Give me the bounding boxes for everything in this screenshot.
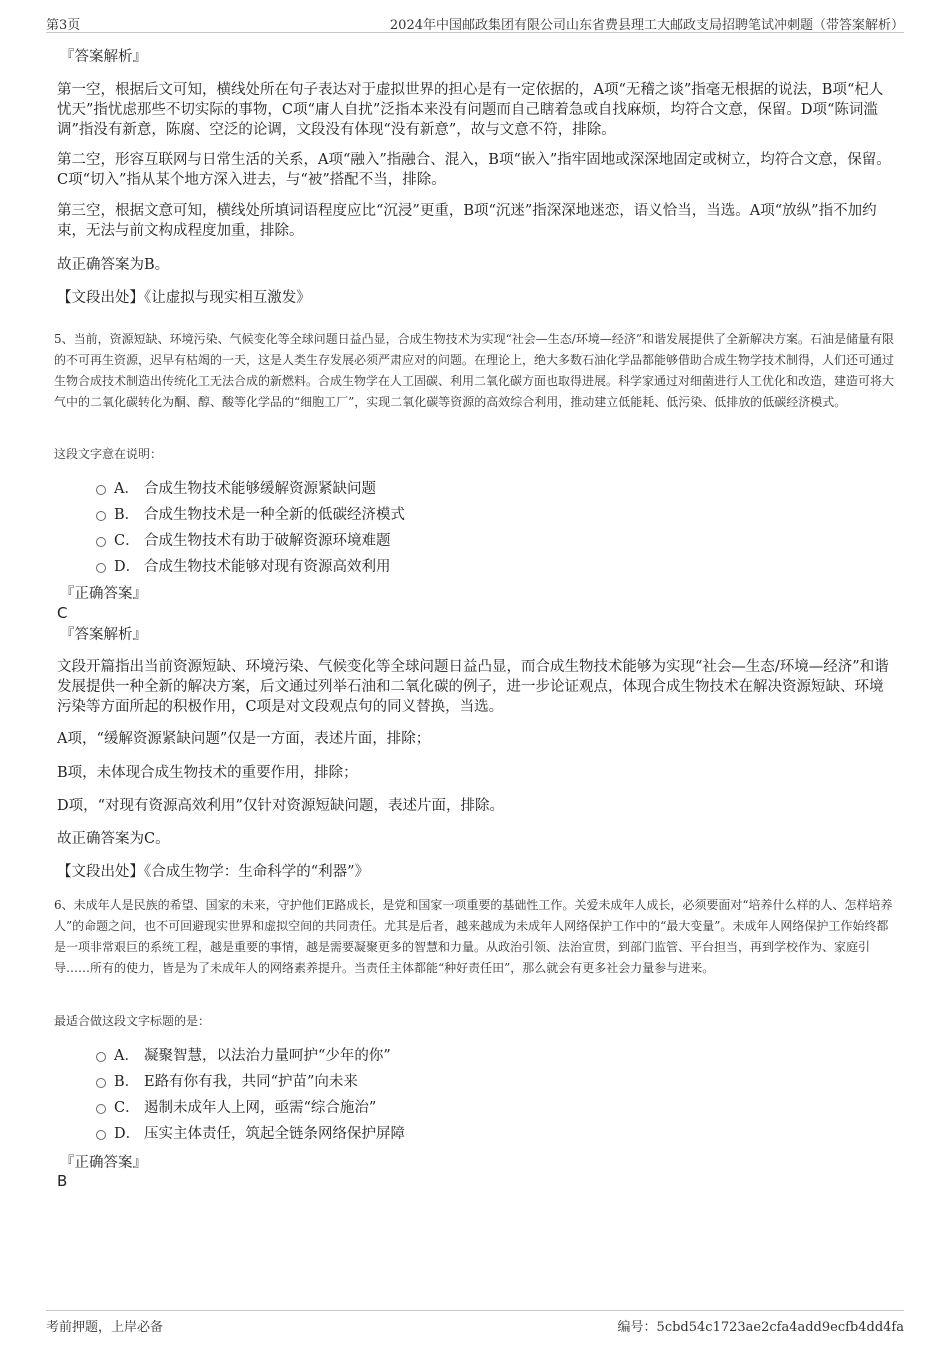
radio-icon[interactable] bbox=[96, 1130, 106, 1140]
page-header bbox=[46, 12, 904, 33]
radio-icon[interactable] bbox=[96, 1078, 106, 1088]
q6-answer: B bbox=[57, 1172, 68, 1190]
q5-prompt: 这段文字意在说明： bbox=[54, 447, 163, 461]
radio-icon[interactable] bbox=[96, 1104, 106, 1114]
q5-option-d[interactable] bbox=[96, 557, 391, 577]
q6-option-b[interactable] bbox=[96, 1072, 358, 1092]
option-letter: D． bbox=[114, 1126, 141, 1142]
footer-slogan: 考前押题，上岸必备 bbox=[46, 1320, 164, 1335]
q5-answer: C bbox=[57, 604, 68, 622]
q5-option-a[interactable] bbox=[96, 479, 376, 499]
radio-icon[interactable] bbox=[96, 537, 106, 547]
option-letter: D． bbox=[114, 559, 141, 575]
q6-option-a[interactable] bbox=[96, 1046, 391, 1066]
q5-conclusion: 故正确答案为C。 bbox=[57, 831, 170, 847]
q4-analysis-p3: 第三空，根据文意可知，横线处所填词语程度应比“沉浸”更重，B项“沉迷”指深深地迷恋，语义恰当，当选。A项“放纵”指不加约束，无法与前文构成程度加重，排除。 bbox=[57, 203, 877, 239]
option-letter: A． bbox=[114, 1048, 139, 1064]
option-letter: A． bbox=[114, 481, 139, 497]
option-letter: C． bbox=[114, 533, 140, 549]
q5-source: 【文段出处】《合成生物学：生命科学的“利器”》 bbox=[57, 864, 370, 880]
q5-analysis-p2: A项，“缓解资源紧缺问题”仅是一方面，表述片面，排除； bbox=[57, 731, 431, 747]
q4-source: 【文段出处】《让虚拟与现实相互激发》 bbox=[57, 290, 311, 306]
q5-answer-heading: 『正确答案』 bbox=[60, 586, 147, 602]
option-text: 合成生物技术有助于破解资源环境难题 bbox=[144, 533, 391, 549]
q5-option-c[interactable] bbox=[96, 531, 391, 551]
option-text: 凝聚智慧，以法治力量呵护“少年的你” bbox=[144, 1048, 391, 1064]
radio-icon[interactable] bbox=[96, 563, 106, 573]
option-text: 合成生物技术是一种全新的低碳经济模式 bbox=[144, 507, 405, 523]
q4-analysis-p1: 第一空，根据后文可知，横线处所在句子表达对于虚拟世界的担心是有一定依据的，A项“无稽之谈”指毫无根据的说法，B项“杞人忧天”指忧虑那些不切实际的事物，C项“庸人自扰”泛指本来没有问题而自己瞎着急或自找麻烦，均符合文意，保留。D项“陈词滥调”指没有新意，陈腐、空泛的论调，文段没有体现“没有新意”，故与文意不符，排除。 bbox=[57, 82, 884, 138]
radio-icon[interactable] bbox=[96, 511, 106, 521]
q6-option-d[interactable] bbox=[96, 1124, 405, 1144]
q5-analysis-p3: B项，未体现合成生物技术的重要作用，排除； bbox=[57, 765, 358, 781]
option-text: 合成生物技术能够缓解资源紧缺问题 bbox=[144, 481, 376, 497]
q4-analysis-p2: 第二空，形容互联网与日常生活的关系，A项“融入”指融合、混入，B项“嵌入”指牢固地或深深地固定或树立，均符合文意，保留。C项“切入”指从某个地方深入进去，与“被”搭配不当，排除。 bbox=[57, 152, 891, 188]
radio-icon[interactable] bbox=[96, 1052, 106, 1062]
q5-analysis-heading: 『答案解析』 bbox=[60, 627, 147, 643]
radio-icon[interactable] bbox=[96, 485, 106, 495]
page-footer bbox=[46, 1310, 904, 1335]
q6-answer-heading: 『正确答案』 bbox=[60, 1155, 147, 1171]
option-letter: B． bbox=[114, 1074, 140, 1090]
option-text: 合成生物技术能够对现有资源高效利用 bbox=[144, 559, 391, 575]
q5-stem: 5、当前，资源短缺、环境污染、气候变化等全球问题日益凸显，合成生物技术为实现“社会—生态/环境—经济”和谐发展提供了全新解决方案。石油是储量有限的不可再生资源，迟早有枯竭的一天，这是人类生存发展必须严肃应对的问题。在理论上，绝大多数石油化学品都能够借助合成生物学技术制得，人们还可通过生物合成技术制造出传统化工无法合成的新燃料。合成生物学在人工固碳、利用二氧化碳方面也取得进展。科学家通过对细菌进行人工优化和改造，建造可将大气中的二氧化碳转化为酮、醇、酸等化学品的“细胞工厂”，实现二氧化碳等资源的高效综合利用，推动建立低能耗、低污染、低排放的低碳经济模式。 bbox=[54, 332, 895, 409]
q4-conclusion: 故正确答案为B。 bbox=[57, 257, 170, 273]
page-number: 第3页 bbox=[46, 18, 81, 33]
option-letter: B． bbox=[114, 507, 140, 523]
document-id: 编号：5cbd54c1723ae2cfa4add9ecfb4dd4fa bbox=[617, 1320, 904, 1335]
q5-option-b[interactable] bbox=[96, 505, 405, 525]
option-text: 遏制未成年人上网，亟需“综合施治” bbox=[144, 1100, 377, 1116]
q6-prompt: 最适合做这段文字标题的是： bbox=[54, 1014, 211, 1028]
q4-analysis-heading: 『答案解析』 bbox=[60, 49, 147, 65]
option-text: 压实主体责任，筑起全链条网络保护屏障 bbox=[144, 1126, 405, 1142]
option-text: E路有你有我，共同“护苗”向未来 bbox=[144, 1074, 358, 1090]
q6-option-c[interactable] bbox=[96, 1098, 376, 1118]
q5-analysis-p4: D项，“对现有资源高效利用”仅针对资源短缺问题，表述片面，排除。 bbox=[57, 798, 504, 814]
option-letter: C． bbox=[114, 1100, 140, 1116]
q5-analysis-p1: 文段开篇指出当前资源短缺、环境污染、气候变化等全球问题日益凸显，而合成生物技术能够为实现“社会—生态/环境—经济”和谐发展提供一种全新的解决方案，后文通过列举石油和二氧化碳的例子，进一步论证观点，体现合成生物技术在解决资源短缺、环境污染等方面所起的积极作用，C项是对文段观点句的同义替换，当选。 bbox=[57, 659, 889, 715]
document-title: 2024年中国邮政集团有限公司山东省费县理工大邮政支局招聘笔试冲刺题（带答案解析） bbox=[389, 18, 904, 33]
q6-stem: 6、未成年人是民族的希望、国家的未来，守护他们E路成长，是党和国家一项重要的基础性工作。关爱未成年人成长，必须要面对“培养什么样的人、怎样培养人”的命题之问，也不可回避现实世界和虚拟空间的共同责任。尤其是后者，越来越成为未成年人网络保护工作中的“最大变量”。未成年人网络保护工作始终都是一项非常艰巨的系统工程，越是重要的事情，越是需要凝聚更多的智慧和力量。从政治引领、法治宣贯，到部门监管、平台担当，再到学校作为、家庭引导……所有的使力，皆是为了未成年人的网络素养提升。当责任主体都能“种好责任田”，那么就会有更多社会力量参与进来。 bbox=[54, 898, 893, 975]
